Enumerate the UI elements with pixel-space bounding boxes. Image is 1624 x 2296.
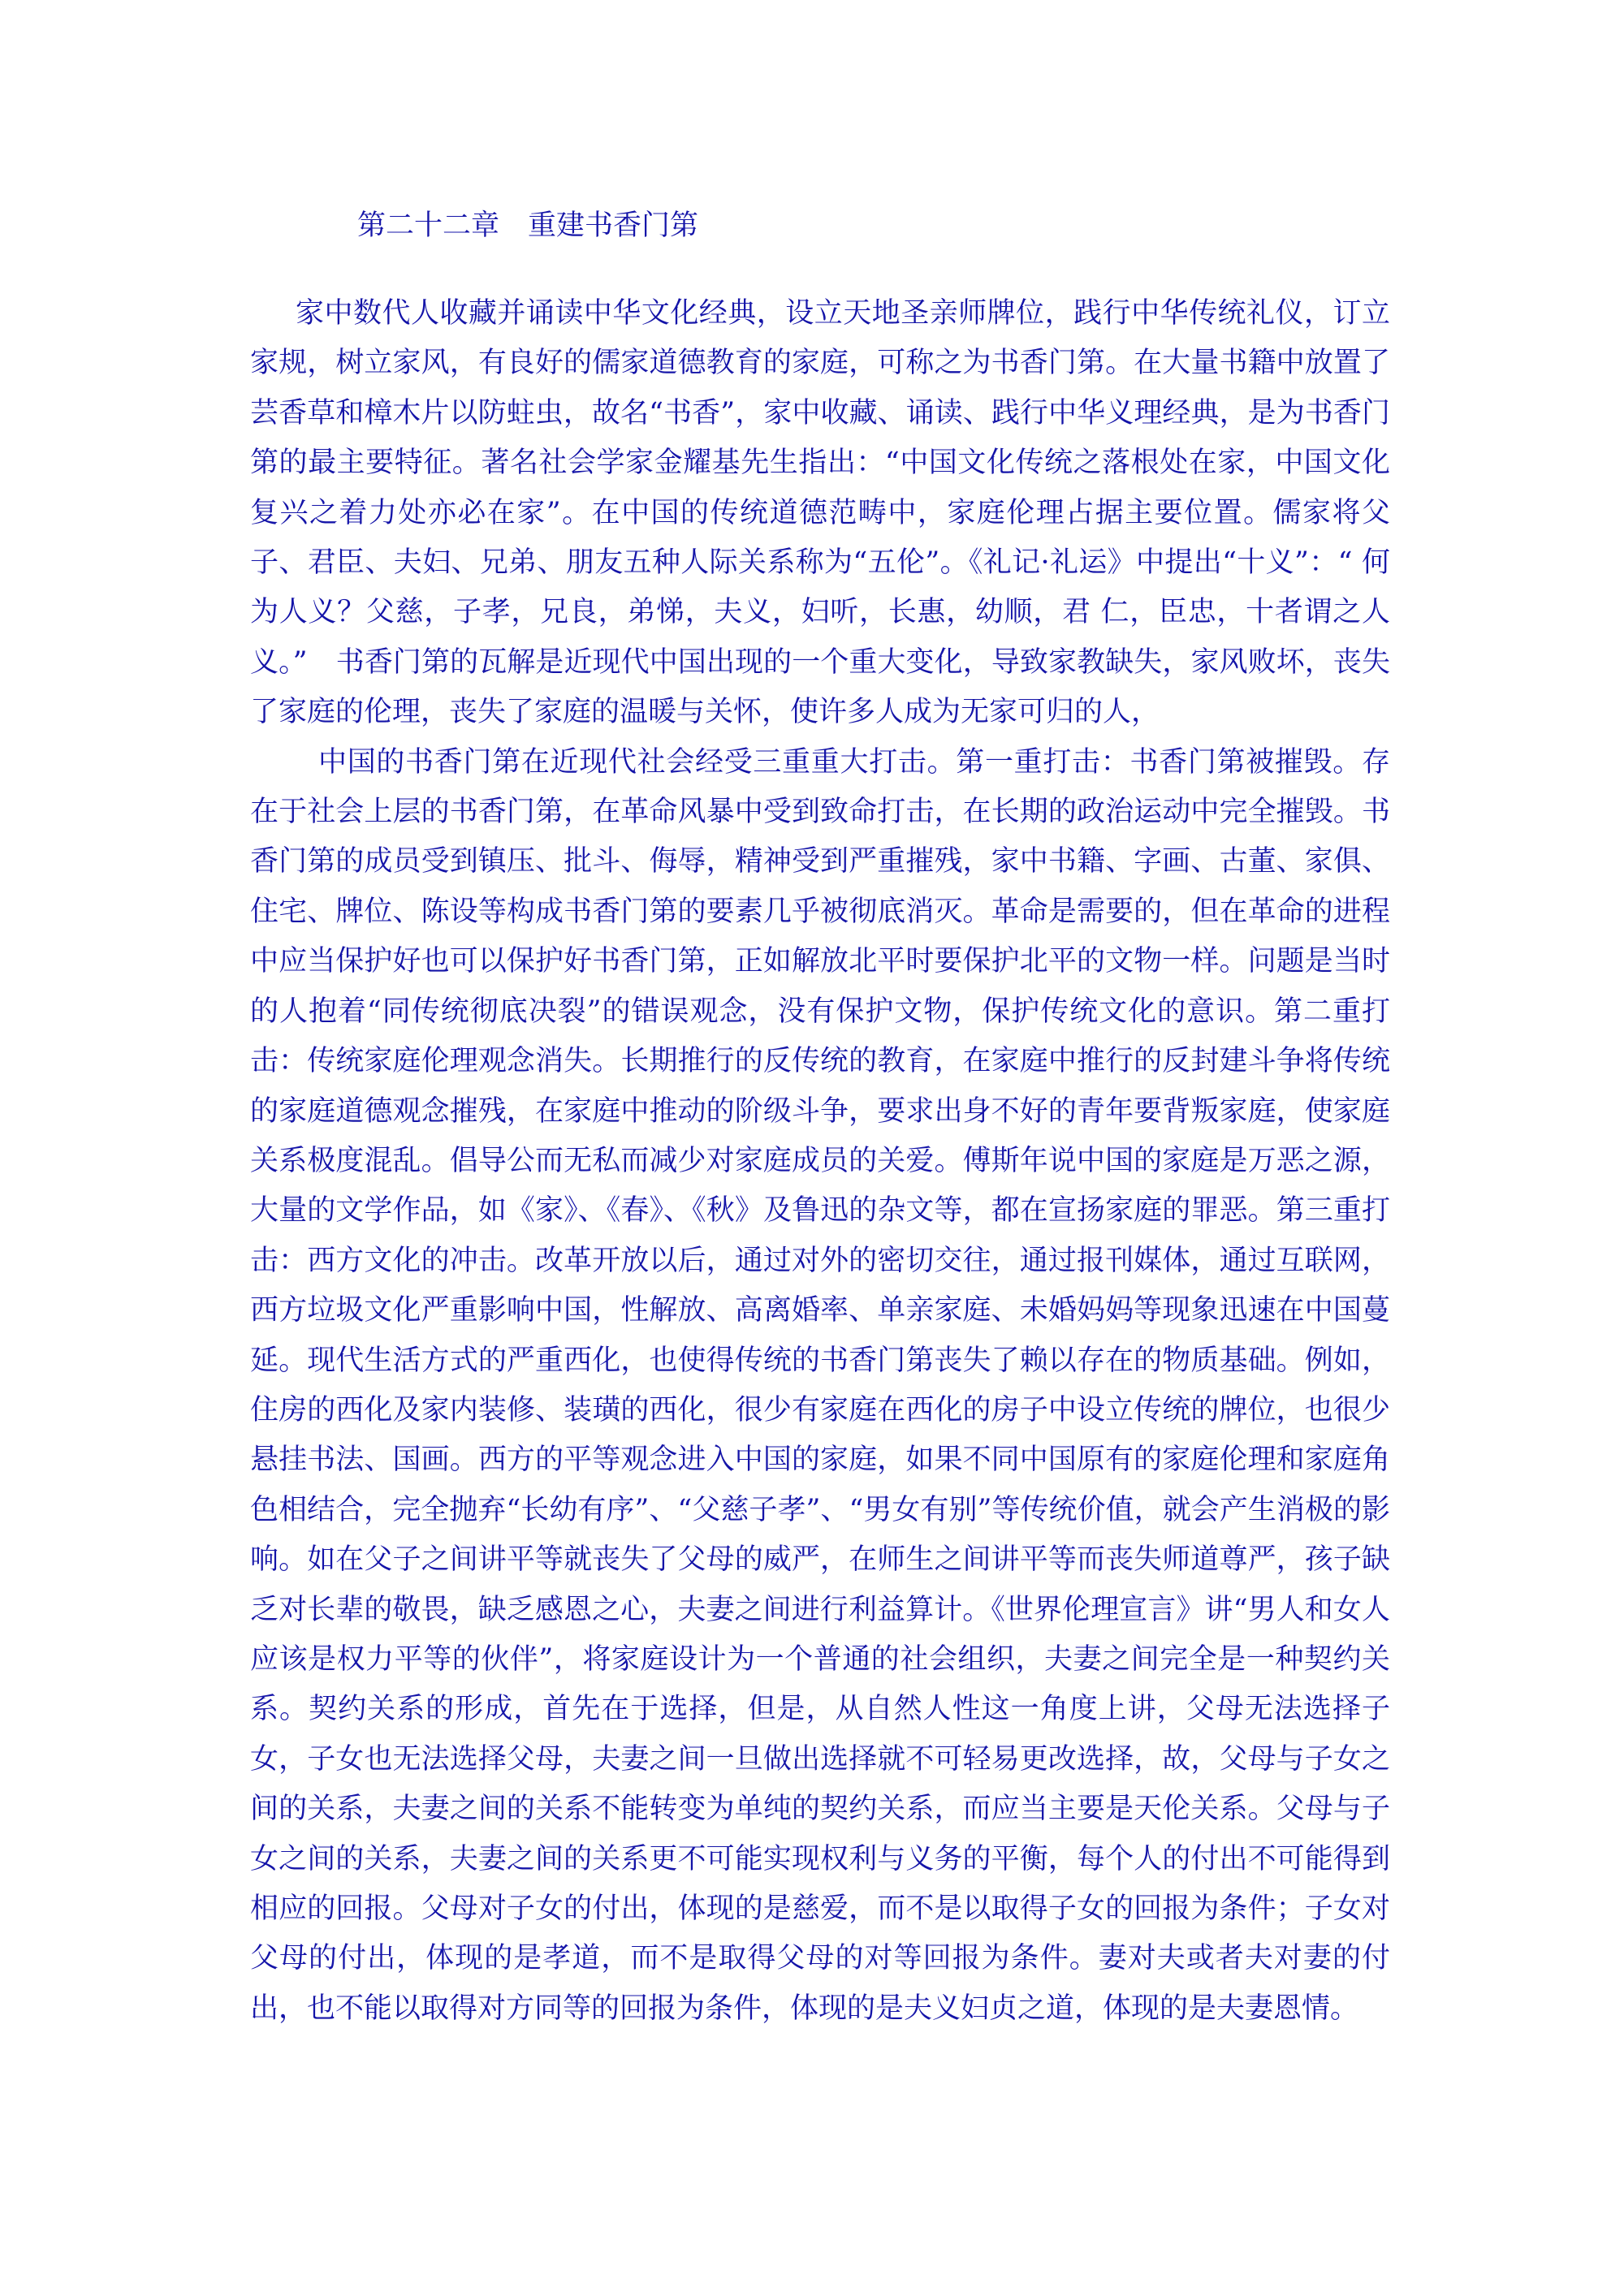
body-text [250,289,1390,2034]
paragraph-three-blows: 中国的书香门第在近现代社会经受三重重大打击。第一重打击：书香门第被摧毁。存在于社会上层的书香门第，在革命风暴中受到致命打击，在长期的政治运动中完全摧毁。书香门第的成员受到镇压、批斗、侮辱，精神受到严重摧残，家中书籍、字画、古董、家俱、住宅、牌位、陈设等构成书香门第的要素几乎被彻底消灭。革命是需要的，但在革命的进程中应当保护好也可以保护好书香门第，正如解放北平时要保护北平的文物一样。问题是当时的人抱着“同传统彻底决裂”的错误观念，没有保护文物，保护传统文化的意识。第二重打击：传统家庭伦理观念消失。长期推行的反传统的教育，在家庭中推行的反封建斗争将传统的家庭道德观念摧残，在家庭中推动的阶级斗争，要求出身不好的青年要背叛家庭，使家庭关系极度混乱。倡导公而无私而减少对家庭成员的关爱。傅斯年说中国的家庭是万恶之源，大量的文学作品，如《家》、《春》、《秋》及鲁迅的杂文等，都在宣扬家庭的罪恶。第三重打击：西方文化的冲击。改革开放以后，通过对外的密切交往，通过报刊媒体，通过互联网，西方垃圾文化严重影响中国，性解放、高离婚率、单亲家庭、未婚妈妈等现象迅速在中国蔓延。现代生活方式的严重西化，也使得传统的书香门第丧失了赖以存在的物质基础。例如，住房的西化及家内装修、装璜的西化，很少有家庭在西化的房子中设立传统的牌位，也很少悬挂书法、国画。西方的平等观念进入中国的家庭，如果不同中国原有的家庭伦理和家庭角色相结合，完全抛弃“长幼有序”、“父慈子孝”、“男女有别”等传统价值，就会产生消极的影响。如在父子之间讲平等就丧失了父母的威严，在师生之间讲平等而丧失师道尊严，孩子缺乏对长辈的敬畏，缺乏感恩之心，夫妻之间进行利益算计。《世界伦理宣言》讲“男人和女人应该是权力平等的伙伴”，将家庭设计为一个普通的社会组织，夫妻之间完全是一种契约关系。契约关系的形成，首先在于选择，但是，从自然人性这一角度上讲，父母无法选择子女，子女也无法选择父母，夫妻之间一旦做出选择就不可轻易更改选择，故，父母与子女之间的关系，夫妻之间的关系不能转变为单纯的契约关系，而应当主要是天伦关系。父母与子女之间的关系，夫妻之间的关系更不可能实现权利与义务的平衡，每个人的付出不可能得到相应的回报。父母对子女的付出，体现的是慈爱，而不是以取得子女的回报为条件；子女对父母的付出，体现的是孝道，而不是取得父母的对等回报为条件。妻对夫或者夫对妻的付出，也不能以取得对方同等的回报为条件，体现的是夫义妇贞之道，体现的是夫妻恩情。 [250,745,1390,2025]
chapter-title: 第二十二章 重建书香门第 [357,209,699,242]
paragraph-intro: 家中数代人收藏并诵读中华文化经典，设立天地圣亲师牌位，践行中华传统礼仪，订立家规，树立家风，有良好的儒家道德教育的家庭，可称之为书香门第。在大量书籍中放置了芸香草和樟木片以防蛀虫，故名“书香”，家中收藏、诵读、践行中华义理经典，是为书香门第的最主要特征。著名社会学家金耀基先生指出：“中国文化传统之落根处在家，中国文化复兴之着力处亦必在家”。在中国的传统道德范畴中，家庭伦理占据主要位置。儒家将父子、君臣、夫妇、兄弟、朋友五种人际关系称为“五伦”。《礼记·礼运》中提出“十义”：“ 何为人义？父慈，子孝，兄良，弟悌，夫义，妇听，长惠，幼顺，君 仁，臣忠，十者谓之人义。” 书香门第的瓦解是近现代中国出现的一个重大变化，导致家教缺失，家风败坏，丧失了家庭的伦理，丧失了家庭的温暖与关怀，使许多人成为无家可归的人， [250,297,1390,729]
